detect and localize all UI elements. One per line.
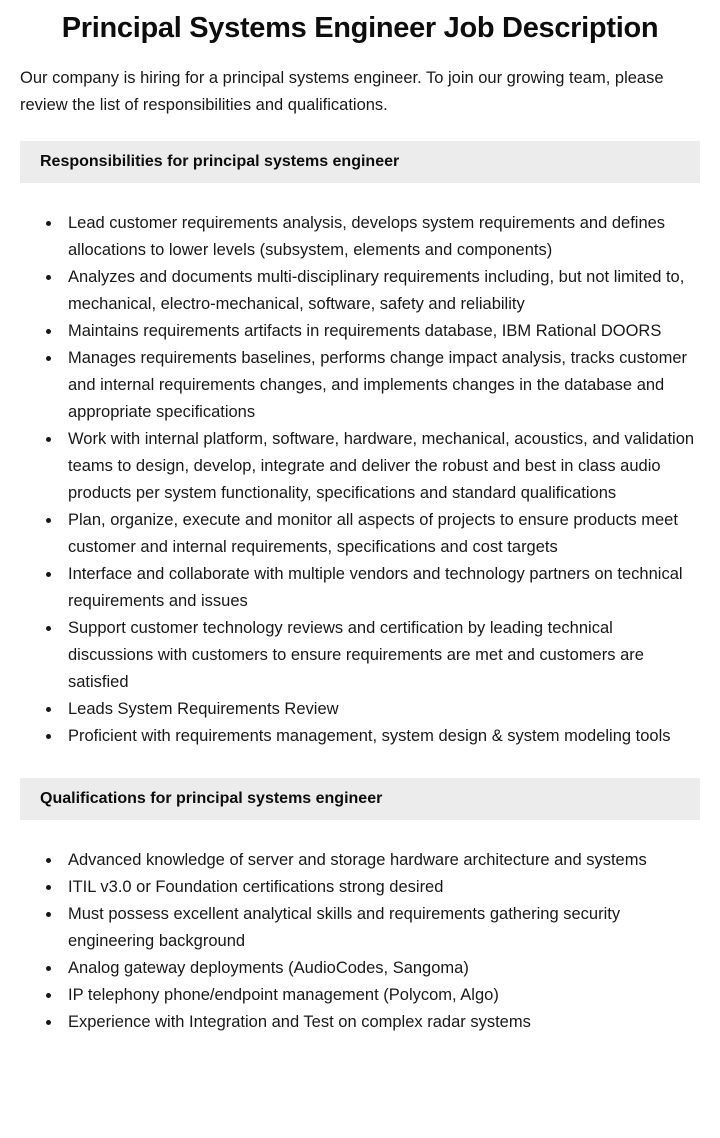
responsibilities-section-heading: Responsibilities for principal systems engineer	[20, 141, 700, 183]
list-item: • Advanced knowledge of server and storage hardware architecture and systems	[62, 847, 696, 874]
responsibilities-list	[20, 183, 700, 778]
list-item: • Plan, organize, execute and monitor all aspects of projects to ensure products meet customer and internal requirements, specifications and cost targets	[62, 507, 696, 561]
list-item: • Lead customer requirements analysis, develops system requirements and defines allocations to lower levels (subsystem, elements and components)	[62, 210, 696, 264]
list-item: • Proficient with requirements management, system design & system modeling tools	[62, 723, 696, 750]
list-item: • IP telephony phone/endpoint management (Polycom, Algo)	[62, 982, 696, 1009]
list-item: • Work with internal platform, software, hardware, mechanical, acoustics, and validation teams to design, develop, integrate and deliver the robust and best in class audio products per system functionality, specifications and standard qualifications	[62, 426, 696, 507]
list-item: • Support customer technology reviews and certification by leading technical discussions with customers to ensure requirements are met and customers are satisfied	[62, 615, 696, 696]
page-title: Principal Systems Engineer Job Description	[61, 12, 659, 44]
list-item: • Experience with Integration and Test on complex radar systems	[62, 1009, 696, 1036]
responsibilities-section	[20, 141, 700, 778]
list-item: • ITIL v3.0 or Foundation certifications strong desired	[62, 874, 696, 901]
list-item: • Analog gateway deployments (AudioCodes, Sangoma)	[62, 955, 696, 982]
intro-paragraph: Our company is hiring for a principal systems engineer. To join our growing team, please review the list of responsibilities and qualifications.	[20, 69, 664, 114]
list-item: • Interface and collaborate with multiple vendors and technology partners on technical requirements and issues	[62, 561, 696, 615]
list-item: • Manages requirements baselines, performs change impact analysis, tracks customer and internal requirements changes, and implements changes in the database and appropriate specifications	[62, 345, 696, 426]
qualifications-section-heading: Qualifications for principal systems engineer	[20, 778, 700, 820]
list-item: • Leads System Requirements Review	[62, 696, 696, 723]
qualifications-section	[20, 778, 700, 1064]
list-item: • Analyzes and documents multi-disciplinary requirements including, but not limited to, mechanical, electro-mechanical, software, safety and reliability	[62, 264, 696, 318]
list-item: • Maintains requirements artifacts in requirements database, IBM Rational DOORS	[62, 318, 696, 345]
list-item: • Must possess excellent analytical skills and requirements gathering security engineering background	[62, 901, 696, 955]
qualifications-list	[20, 820, 700, 1064]
